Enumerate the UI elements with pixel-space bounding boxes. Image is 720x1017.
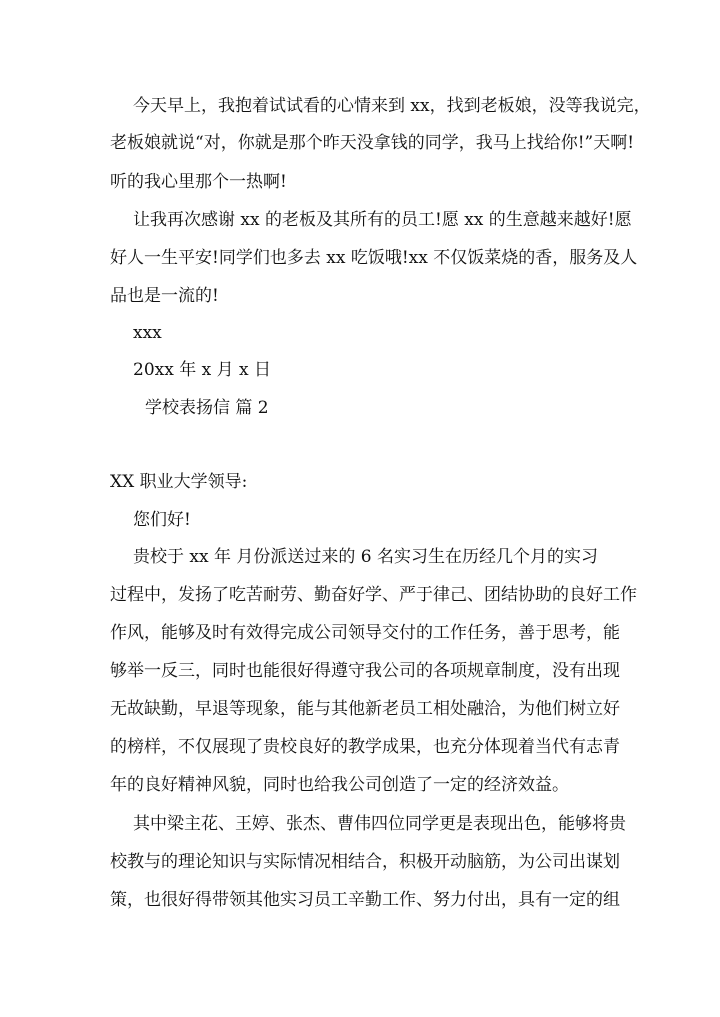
paragraph-line: 无故缺勤，早退等现象，能与其他新老员工相处融洽，为他们树立好 [110, 699, 620, 719]
paragraph-line: 年的良好精神风貌，同时也给我公司创造了一定的经济效益。 [110, 775, 569, 795]
signature: xxx [133, 323, 162, 343]
paragraph-line: 作风，能够及时有效得完成公司领导交付的工作任务，善于思考，能 [110, 623, 620, 643]
paragraph-line: 听的我心里那个一热啊! [110, 172, 287, 192]
date-line: 20xx 年 x 月 x 日 [133, 360, 272, 380]
paragraph-line: 让我再次感谢 xx 的老板及其所有的员工!愿 xx 的生意越来越好!愿 [133, 210, 632, 230]
paragraph-line: 老板娘就说“对，你就是那个昨天没拿钱的同学，我马上找给你!”天啊! [110, 133, 635, 153]
greeting: 您们好! [133, 510, 191, 530]
paragraph-line: 策，也很好得带领其他实习员工辛勤工作、努力付出，具有一定的组 [110, 890, 620, 910]
salutation: XX 职业大学领导: [110, 472, 248, 492]
section-title: 学校表扬信 篇 2 [145, 398, 269, 418]
paragraph-line: 贵校于 xx 年 月份派送过来的 6 名实习生在历经几个月的实习 [133, 547, 599, 567]
paragraph-line: 品也是一流的! [110, 286, 219, 306]
paragraph-line: 的榜样，不仅展现了贵校良好的教学成果，也充分体现着当代有志青 [110, 737, 620, 757]
paragraph-line: 今天早上，我抱着试试看的心情来到 xx，找到老板娘，没等我说完， [133, 96, 651, 116]
paragraph-line: 过程中，发扬了吃苦耐劳、勤奋好学、严于律己、团结协助的良好工作 [110, 585, 637, 605]
paragraph-line: 好人一生平安!同学们也多去 xx 吃饭哦!xx 不仅饭菜烧的香，服务及人 [110, 248, 638, 268]
paragraph-line: 其中梁主花、王婷、张杰、曹伟四位同学更是表现出色，能够将贵 [133, 814, 626, 834]
paragraph-line: 够举一反三，同时也能很好得遵守我公司的各项规章制度，没有出现 [110, 661, 620, 681]
paragraph-line: 校教与的理论知识与实际情况相结合，积极开动脑筋，为公司出谋划 [110, 852, 620, 872]
